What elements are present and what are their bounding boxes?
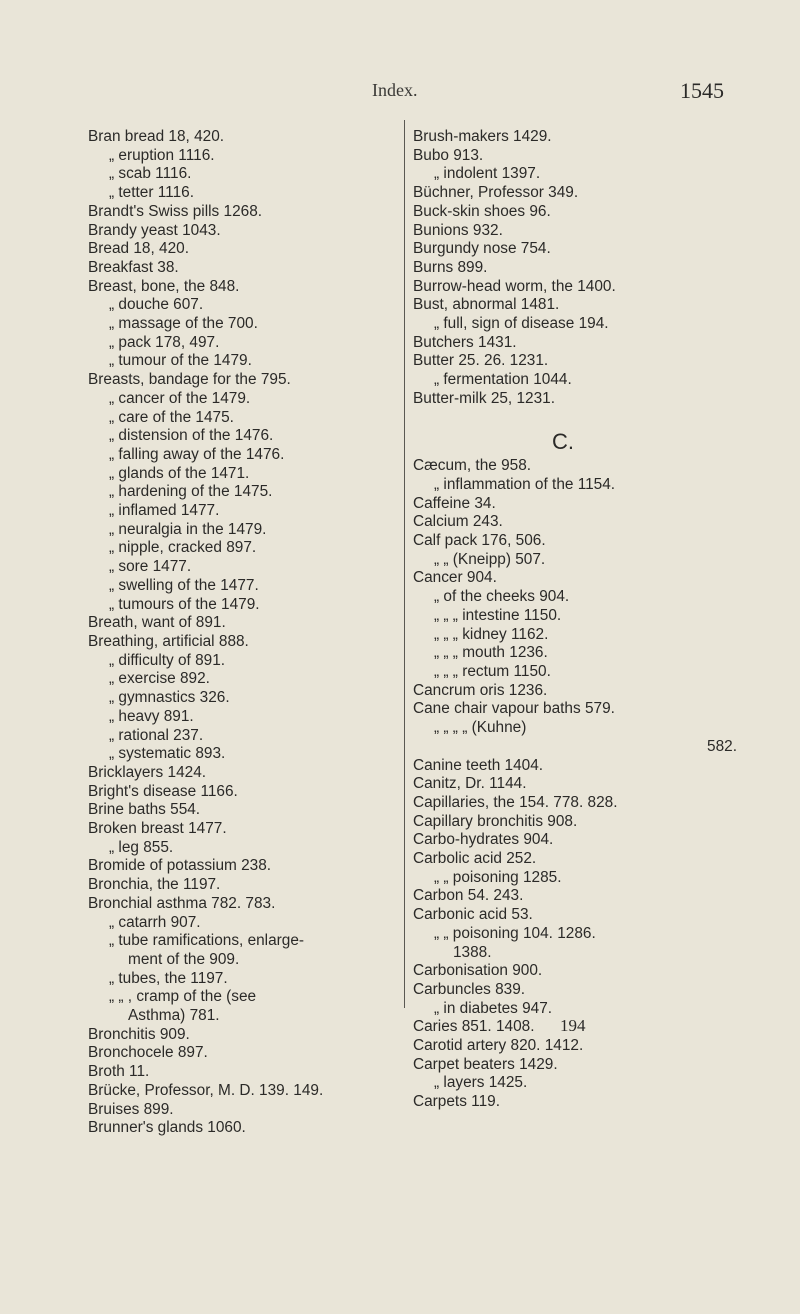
index-entry: Breath, want of 891. (88, 614, 226, 632)
section-letter-c: C. (552, 428, 574, 454)
index-entry: „ neuralgia in the 1479. (109, 520, 267, 538)
index-entry: „ cancer of the 1479. (109, 389, 251, 407)
index-entry: „ in diabetes 947. (434, 999, 553, 1017)
index-entry: „ „ „ intestine 1150. (434, 606, 562, 624)
index-entry: Caffeine 34. (413, 494, 496, 512)
index-entry: Breast, bone, the 848. (88, 277, 240, 295)
index-entry: Carbon 54. 243. (413, 887, 524, 905)
index-entry: „ gymnastics 326. (109, 689, 230, 707)
index-entry: „ tumours of the 1479. (109, 595, 260, 613)
index-entry: „ „ , cramp of the (see (109, 988, 257, 1006)
index-entry: Bread 18, 420. (88, 240, 189, 258)
index-entry: Brush-makers 1429. (413, 128, 552, 145)
index-entry: Cancer 904. (413, 569, 497, 587)
index-entry: Bromide of potassium 238. (88, 857, 272, 875)
index-entry: Carpets 119. (413, 1093, 500, 1111)
index-entry: Butter-milk 25, 1231. (413, 389, 556, 407)
index-entry: „ rational 237. (109, 726, 204, 744)
index-entry: „ inflammation of the 1154. (434, 475, 616, 493)
index-entry: 582. (707, 737, 737, 755)
index-entry: „ „ (Kneipp) 507. (434, 550, 546, 568)
index-entry: Brücke, Professor, M. D. 139. 149. (88, 1081, 324, 1099)
index-entry: Broth 11. (88, 1063, 150, 1081)
index-entry: „ tumour of the 1479. (109, 352, 252, 370)
signature-mark: 194 (560, 1016, 586, 1035)
index-entry: „ glands of the 1471. (109, 464, 250, 482)
index-entry: Carpet beaters 1429. (413, 1055, 558, 1073)
index-entry: Bruises 899. (88, 1100, 174, 1118)
index-entry: „ „ „ kidney 1162. (434, 625, 549, 643)
index-entry: „ systematic 893. (109, 745, 226, 763)
index-entry: „ indolent 1397. (434, 165, 541, 183)
index-entry: „ pack 178, 497. (109, 333, 220, 351)
index-entry: Butter 25. 26. 1231. (413, 352, 549, 370)
index-entry: Calf pack 176, 506. (413, 532, 546, 550)
index-entry: „ fermentation 1044. (434, 371, 572, 389)
index-entry: Cane chair vapour baths 579. (413, 700, 615, 718)
index-entry: Breathing, artificial 888. (88, 632, 249, 650)
index-entry: Butchers 1431. (413, 333, 517, 351)
index-column-right (413, 128, 743, 1112)
index-group-c (413, 457, 743, 1112)
index-entry: Brandt's Swiss pills 1268. (88, 202, 263, 220)
index-entry: „ care of the 1475. (109, 408, 234, 426)
index-entry: Bricklayers 1424. (88, 763, 207, 781)
index-entry: „ layers 1425. (434, 1074, 528, 1092)
index-entry: „ „ „ mouth 1236. (434, 644, 548, 662)
index-entry: Brine baths 554. (88, 801, 201, 819)
index-entry: „ heavy 891. (109, 707, 194, 725)
index-entry: „ sore 1477. (109, 558, 192, 576)
index-entry: Carbuncles 839. (413, 980, 526, 998)
index-entry: Breakfast 38. (88, 258, 179, 276)
index-entry: „ „ poisoning 1285. (434, 868, 562, 886)
index-entry: Bronchial asthma 782. 783. (88, 894, 276, 912)
index-entry: Calcium 243. (413, 513, 503, 531)
index-entry: Breasts, bandage for the 795. (88, 371, 291, 389)
index-entry: „ tetter 1116. (109, 184, 194, 202)
index-entry: Brandy yeast 1043. (88, 221, 221, 239)
index-entry: Canitz, Dr. 1144. (413, 775, 527, 793)
index-entry: Carotid artery 820. 1412. (413, 1037, 584, 1055)
index-entry: Bunions 932. (413, 221, 503, 239)
index-entry: „ distension of the 1476. (109, 427, 274, 445)
column-divider (404, 120, 405, 1008)
index-entry: „ of the cheeks 904. (434, 588, 570, 606)
index-entry: „ leg 855. (109, 838, 174, 856)
index-entry: ment of the 909. (128, 950, 240, 968)
index-entry: „ tube ramifications, enlarge- (109, 932, 305, 950)
index-entry: Bronchitis 909. (88, 1025, 190, 1043)
index-entry: Capillary bronchitis 908. (413, 812, 578, 830)
index-entry: „ catarrh 907. (109, 913, 201, 931)
index-entry: Bright's disease 1166. (88, 782, 238, 800)
index-entry: „ „ „ „ (Kuhne) (434, 719, 527, 737)
index-entry: Buck-skin shoes 96. (413, 202, 551, 220)
index-entry: „ eruption 1116. (109, 146, 215, 164)
index-entry: „ „ „ rectum 1150. (434, 662, 551, 680)
index-entry: Bust, abnormal 1481. (413, 296, 560, 314)
index-entry: Burgundy nose 754. (413, 240, 551, 258)
index-entry: „ hardening of the 1475. (109, 483, 273, 501)
index-entry: „ „ poisoning 104. 1286. (434, 924, 596, 942)
index-entry: „ massage of the 700. (109, 315, 258, 333)
index-entry: Bronchocele 897. (88, 1044, 208, 1062)
index-entry: Caries 851. 1408. (413, 1018, 535, 1036)
index-entry: Cancrum oris 1236. (413, 681, 548, 699)
index-entry: Büchner, Professor 349. (413, 184, 579, 202)
index-entry: Cæcum, the 958. (413, 457, 532, 475)
index-entry: „ inflamed 1477. (109, 502, 220, 520)
index-entry: „ tubes, the 1197. (109, 969, 228, 987)
index-entry: Bran bread 18, 420. (88, 128, 225, 145)
index-entry: Bubo 913. (413, 146, 484, 164)
index-entry: Canine teeth 1404. (413, 756, 544, 774)
index-entry: „ swelling of the 1477. (109, 576, 259, 594)
index-entry: Burrow-head worm, the 1400. (413, 277, 616, 295)
index-entry: Brunner's glands 1060. (88, 1119, 246, 1137)
page-number: 1545 (680, 78, 724, 103)
index-entry: „ falling away of the 1476. (109, 445, 285, 463)
index-entry: Carbonic acid 53. (413, 906, 533, 924)
index-entry: Burns 899. (413, 258, 488, 276)
index-entry: „ full, sign of disease 194. (434, 315, 609, 333)
index-entry: „ douche 607. (109, 296, 204, 314)
index-entry: Carbonisation 900. (413, 962, 543, 980)
index-group-b (413, 128, 743, 409)
index-entry: „ difficulty of 891. (109, 651, 226, 669)
index-entry: Broken breast 1477. (88, 820, 227, 838)
index-entry: Bronchia, the 1197. (88, 876, 221, 894)
index-entry: Carbolic acid 252. (413, 850, 537, 868)
index-entry: Capillaries, the 154. 778. 828. (413, 793, 618, 811)
index-entry: Carbo-hydrates 904. (413, 831, 554, 849)
index-entry: 1388. (453, 943, 492, 961)
index-entry: „ nipple, cracked 897. (109, 539, 257, 557)
index-entry: Asthma) 781. (128, 1007, 220, 1025)
running-header-title: Index. (372, 80, 418, 100)
index-column-left (88, 128, 408, 1138)
index-entry: „ scab 1116. (109, 165, 192, 183)
index-entry: „ exercise 892. (109, 670, 210, 688)
